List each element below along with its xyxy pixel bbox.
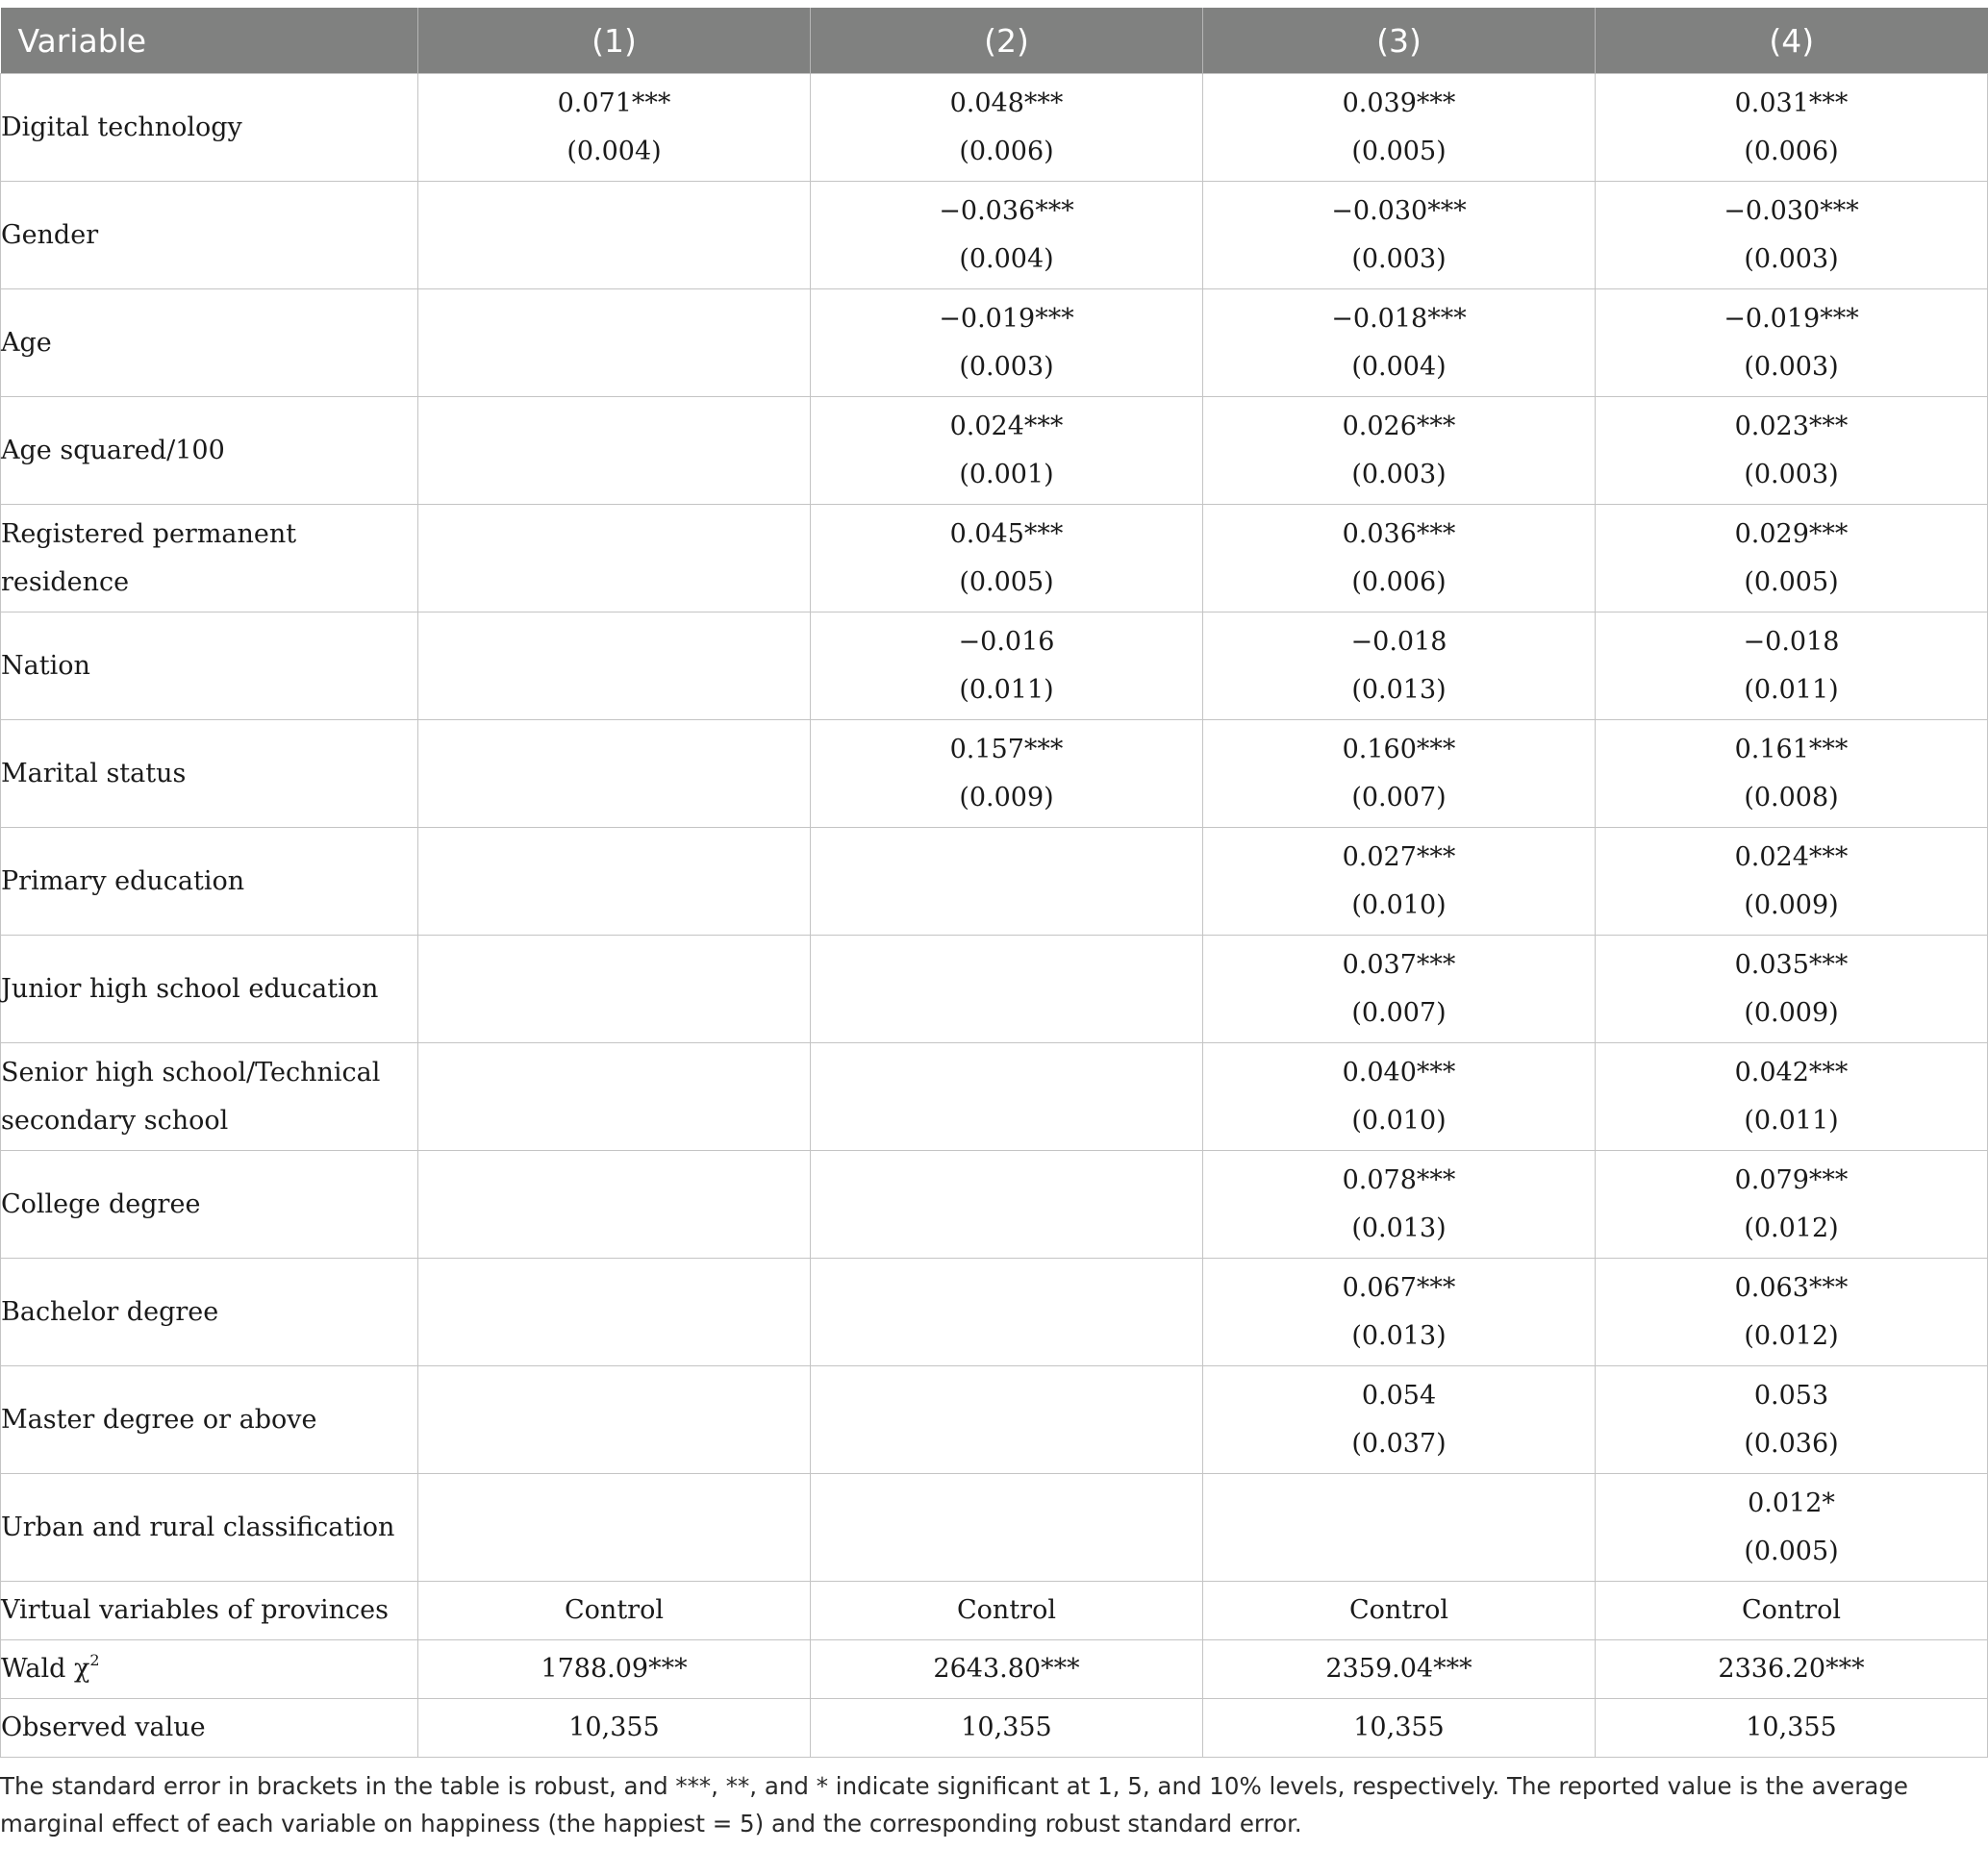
coefficient: 0.031*** [1734,88,1849,118]
cell [1596,1043,1988,1151]
coefficient: −0.030*** [1724,195,1859,226]
coefficient: 0.040*** [1342,1057,1456,1088]
coefficient: 0.023*** [1734,411,1849,441]
standard-error: (0.003) [1351,243,1447,274]
cell [1203,1474,1596,1582]
cell [418,289,811,397]
standard-error: (0.013) [1351,674,1447,705]
cell [811,1582,1203,1640]
wald-value: 1788.09*** [541,1654,688,1684]
row-label [1,505,418,612]
header-variable: Variable [1,8,418,74]
cell [1596,289,1988,397]
standard-error: (0.005) [1744,566,1839,597]
coefficient: 0.037*** [1342,949,1456,980]
coefficient: 0.035*** [1734,949,1849,980]
table-row [1,289,1988,397]
standard-error: (0.003) [1744,459,1839,489]
coefficient: −0.019*** [1724,303,1859,334]
cell [1596,828,1988,936]
cell [811,1699,1203,1758]
coefficient: 0.048*** [949,88,1064,118]
table-row-provinces [1,1582,1988,1640]
coefficient: −0.018 [1350,626,1447,657]
table-row [1,720,1988,828]
coefficient: 0.045*** [949,518,1064,549]
table-row-observed [1,1699,1988,1758]
coefficient: 0.161*** [1734,734,1849,764]
cell [1203,612,1596,720]
standard-error: (0.004) [1351,351,1447,382]
coefficient: 0.036*** [1342,518,1456,549]
cell [1203,289,1596,397]
row-label-text: Primary education [1,865,245,896]
cell [1596,1474,1988,1582]
observed-value: 10,355 [568,1712,660,1742]
standard-error: (0.010) [1351,1105,1447,1136]
cell [418,612,811,720]
row-label-text: Digital technology [1,112,242,142]
wald-superscript: 2 [89,1651,100,1669]
cell [811,397,1203,505]
row-label [1,1640,418,1699]
standard-error: (0.011) [1744,674,1839,705]
row-label [1,397,418,505]
row-label [1,1474,418,1582]
table-footnote: The standard error in brackets in the table is robust, and ***, **, and * indicate significant at 1, 5, and 10% levels, respectively. The reported value is the average marginal effect of each variable on happiness (the happiest = 5) and the corresponding robust standard error. [0,1772,1908,1838]
cell [1203,828,1596,936]
row-label [1,74,418,182]
cell [811,1151,1203,1259]
cell [1596,1259,1988,1366]
coefficient: 0.026*** [1342,411,1456,441]
coefficient: 0.160*** [1342,734,1456,764]
coefficient: 0.039*** [1342,88,1456,118]
cell [811,1043,1203,1151]
cell [1596,936,1988,1043]
table-row [1,1259,1988,1366]
standard-error: (0.013) [1351,1320,1447,1351]
cell [418,1582,811,1640]
cell [1203,182,1596,289]
row-label [1,720,418,828]
table-row [1,505,1988,612]
cell [1203,936,1596,1043]
observed-value: 10,355 [1353,1712,1445,1742]
table-row [1,828,1988,936]
standard-error: (0.011) [959,674,1054,705]
coefficient: −0.019*** [939,303,1074,334]
row-label [1,1151,418,1259]
cell [418,182,811,289]
table-row [1,1043,1988,1151]
cell [1203,1640,1596,1699]
cell [418,1043,811,1151]
standard-error: (0.005) [1744,1536,1839,1566]
header-col-3: (3) [1203,8,1596,74]
coefficient: 0.063*** [1734,1272,1849,1303]
cell [811,720,1203,828]
coefficient: 0.024*** [949,411,1064,441]
standard-error: (0.009) [1744,997,1839,1028]
standard-error: (0.003) [1744,351,1839,382]
standard-error: (0.011) [1744,1105,1839,1136]
cell [418,1366,811,1474]
cell [1203,397,1596,505]
cell [1596,1640,1988,1699]
cell [1203,505,1596,612]
cell [418,1699,811,1758]
standard-error: (0.007) [1351,782,1447,812]
standard-error: (0.013) [1351,1212,1447,1243]
cell [1203,74,1596,182]
standard-error: (0.001) [959,459,1054,489]
cell [1596,1366,1988,1474]
coefficient: 0.157*** [949,734,1064,764]
row-label-text: Bachelor degree [1,1296,219,1327]
cell [1596,720,1988,828]
table-row [1,612,1988,720]
row-label [1,289,418,397]
coefficient: −0.036*** [939,195,1074,226]
observed-value: 10,355 [961,1712,1052,1742]
row-label-text: Urban and rural classification [1,1512,395,1542]
cell [418,397,811,505]
cell [811,1366,1203,1474]
standard-error: (0.009) [959,782,1054,812]
cell [811,1259,1203,1366]
table-row [1,182,1988,289]
cell [418,720,811,828]
cell [1596,1582,1988,1640]
table-row [1,1151,1988,1259]
coefficient: −0.030*** [1331,195,1467,226]
row-label [1,1366,418,1474]
standard-error: (0.012) [1744,1212,1839,1243]
cell [1596,612,1988,720]
row-label [1,612,418,720]
standard-error: (0.004) [959,243,1054,274]
cell [418,1151,811,1259]
cell [418,1640,811,1699]
coefficient: 0.024*** [1734,841,1849,872]
standard-error: (0.012) [1744,1320,1839,1351]
row-label-text: Age squared/100 [1,435,225,465]
standard-error: (0.006) [1351,566,1447,597]
regression-table [0,8,1988,1758]
row-label-text: Gender [1,219,99,250]
cell [1203,720,1596,828]
wald-value: 2336.20*** [1718,1654,1865,1684]
cell [811,289,1203,397]
row-label [1,1259,418,1366]
table-row [1,397,1988,505]
cell [811,828,1203,936]
row-label-text: Junior high school education [1,973,379,1004]
standard-error: (0.036) [1744,1428,1839,1459]
row-label-text: Age [1,327,52,358]
standard-error: (0.003) [1744,243,1839,274]
row-label [1,828,418,936]
cell [1203,1366,1596,1474]
row-label-text-line2: secondary school [1,1105,229,1136]
coefficient: −0.018 [1743,626,1840,657]
coefficient: 0.053 [1753,1380,1829,1411]
observed-value: 10,355 [1746,1712,1837,1742]
coefficient: 0.067*** [1342,1272,1456,1303]
header-row [1,8,1988,74]
row-label: Virtual variables of provinces [1,1582,418,1640]
standard-error: (0.003) [1351,459,1447,489]
cell [1596,397,1988,505]
cell [1596,1699,1988,1758]
cell [1596,1151,1988,1259]
row-label: Observed value [1,1699,418,1758]
coefficient: 0.079*** [1734,1164,1849,1195]
standard-error: (0.003) [959,351,1054,382]
cell [1596,74,1988,182]
coefficient: 0.078*** [1342,1164,1456,1195]
standard-error: (0.005) [1351,136,1447,166]
standard-error: (0.006) [959,136,1054,166]
cell [811,1640,1203,1699]
cell [1203,1699,1596,1758]
row-label-text: Marital status [1,758,187,788]
standard-error: (0.009) [1744,889,1839,920]
cell [811,1474,1203,1582]
table-row [1,1474,1988,1582]
cell [418,936,811,1043]
row-label [1,1043,418,1151]
wald-label: Wald χ [1,1654,90,1684]
cell [418,505,811,612]
row-label-text: Master degree or above [1,1404,317,1435]
header-col-4: (4) [1596,8,1988,74]
cell [1596,505,1988,612]
coefficient: −0.018*** [1331,303,1467,334]
standard-error: (0.037) [1351,1428,1447,1459]
coefficient: 0.029*** [1734,518,1849,549]
cell [1203,1043,1596,1151]
row-label-text: Registered permanent residence [1,518,297,597]
header-col-1: (1) [418,8,811,74]
cell [1203,1582,1596,1640]
table-row [1,74,1988,182]
standard-error: (0.008) [1744,782,1839,812]
control-value: Control [1742,1595,1841,1625]
header-col-2: (2) [811,8,1203,74]
cell [811,182,1203,289]
standard-error: (0.010) [1351,889,1447,920]
standard-error: (0.007) [1351,997,1447,1028]
cell [811,612,1203,720]
cell [418,1474,811,1582]
cell [811,505,1203,612]
table-row [1,1366,1988,1474]
coefficient: 0.027*** [1342,841,1456,872]
cell [418,1259,811,1366]
cell [811,936,1203,1043]
row-label [1,182,418,289]
row-label-text: Senior high school/Technical [1,1057,381,1088]
row-label-text: College degree [1,1188,201,1219]
coefficient: 0.054 [1361,1380,1437,1411]
standard-error: (0.004) [566,136,662,166]
standard-error: (0.005) [959,566,1054,597]
wald-value: 2359.04*** [1325,1654,1472,1684]
table-row [1,936,1988,1043]
cell [811,74,1203,182]
coefficient: 0.012* [1748,1488,1835,1518]
coefficient: 0.042*** [1734,1057,1849,1088]
cell [418,74,811,182]
row-label [1,936,418,1043]
control-value: Control [565,1595,664,1625]
cell [1203,1259,1596,1366]
wald-value: 2643.80*** [933,1654,1080,1684]
cell [1203,1151,1596,1259]
table-row-wald [1,1640,1988,1699]
control-value: Control [1349,1595,1448,1625]
cell [418,828,811,936]
row-label-text: Nation [1,650,90,681]
standard-error: (0.006) [1744,136,1839,166]
coefficient: 0.071*** [557,88,671,118]
coefficient: −0.016 [958,626,1055,657]
control-value: Control [957,1595,1056,1625]
cell [1596,182,1988,289]
